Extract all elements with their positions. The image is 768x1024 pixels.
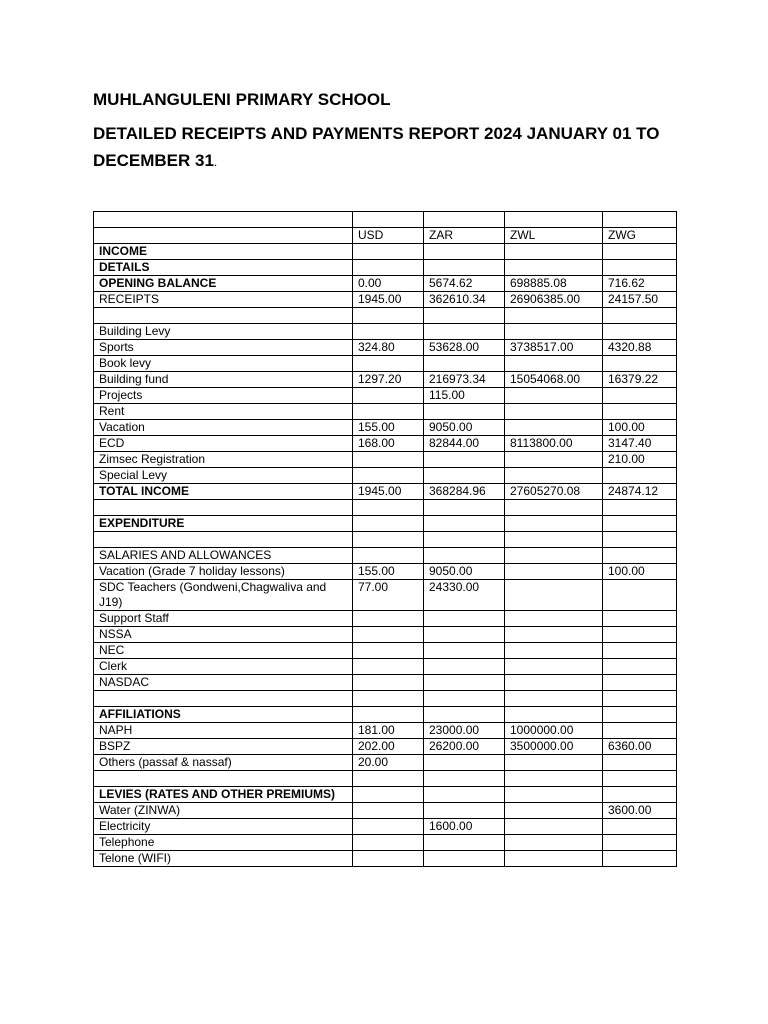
table-row — [94, 516, 677, 532]
amount-cell — [505, 388, 603, 404]
table-row — [94, 420, 677, 436]
amount-cell — [505, 611, 603, 627]
amount-cell — [603, 324, 677, 340]
amount-cell — [353, 212, 424, 228]
row-label: Telephone — [94, 835, 353, 851]
table-row — [94, 468, 677, 484]
amount-cell — [603, 771, 677, 787]
row-label: NAPH — [94, 723, 353, 739]
table-row — [94, 436, 677, 452]
amount-cell — [505, 532, 603, 548]
amount-cell: 1600.00 — [424, 819, 505, 835]
amount-cell — [603, 404, 677, 420]
row-label: BSPZ — [94, 739, 353, 755]
amount-cell: 24157.50 — [603, 292, 677, 308]
table-row — [94, 803, 677, 819]
amount-cell — [424, 404, 505, 420]
table-row — [94, 787, 677, 803]
amount-cell — [353, 244, 424, 260]
table-row — [94, 292, 677, 308]
amount-cell: 24874.12 — [603, 484, 677, 500]
table-row — [94, 548, 677, 564]
table-row — [94, 755, 677, 771]
amount-cell — [505, 468, 603, 484]
amount-cell: 716.62 — [603, 276, 677, 292]
row-label — [94, 228, 353, 244]
table-row — [94, 244, 677, 260]
table-row — [94, 452, 677, 468]
table-row — [94, 324, 677, 340]
amount-cell — [353, 707, 424, 723]
amount-cell — [603, 819, 677, 835]
row-label: Special Levy — [94, 468, 353, 484]
amount-cell: 26906385.00 — [505, 292, 603, 308]
amount-cell — [603, 244, 677, 260]
amount-cell — [424, 212, 505, 228]
row-label: Clerk — [94, 659, 353, 675]
amount-cell — [505, 324, 603, 340]
amount-cell — [424, 851, 505, 867]
amount-cell: 698885.08 — [505, 276, 603, 292]
amount-cell: 3500000.00 — [505, 739, 603, 755]
amount-cell — [424, 324, 505, 340]
amount-cell: 24330.00 — [424, 580, 505, 611]
amount-cell — [353, 691, 424, 707]
amount-cell — [353, 516, 424, 532]
row-label: Vacation — [94, 420, 353, 436]
amount-cell — [603, 468, 677, 484]
amount-cell — [353, 532, 424, 548]
table-row — [94, 228, 677, 244]
amount-cell — [424, 260, 505, 276]
amount-cell — [424, 771, 505, 787]
table-row — [94, 771, 677, 787]
amount-cell — [424, 755, 505, 771]
amount-cell: ZWG — [603, 228, 677, 244]
amount-cell: 100.00 — [603, 564, 677, 580]
amount-cell — [505, 500, 603, 516]
row-label: TOTAL INCOME — [94, 484, 353, 500]
table-row — [94, 564, 677, 580]
amount-cell — [353, 404, 424, 420]
amount-cell — [353, 643, 424, 659]
amount-cell — [603, 691, 677, 707]
table-row — [94, 707, 677, 723]
amount-cell — [424, 803, 505, 819]
amount-cell — [353, 675, 424, 691]
amount-cell: 0.00 — [353, 276, 424, 292]
row-label: Building fund — [94, 372, 353, 388]
amount-cell: 362610.34 — [424, 292, 505, 308]
amount-cell — [424, 659, 505, 675]
amount-cell — [353, 452, 424, 468]
amount-cell — [424, 468, 505, 484]
amount-cell — [353, 324, 424, 340]
row-label — [94, 212, 353, 228]
amount-cell — [353, 611, 424, 627]
amount-cell: 77.00 — [353, 580, 424, 611]
amount-cell — [505, 771, 603, 787]
row-label: Projects — [94, 388, 353, 404]
amount-cell: 53628.00 — [424, 340, 505, 356]
amount-cell — [603, 611, 677, 627]
amount-cell: 9050.00 — [424, 420, 505, 436]
amount-cell — [603, 723, 677, 739]
amount-cell — [505, 212, 603, 228]
amount-cell — [353, 787, 424, 803]
amount-cell — [603, 388, 677, 404]
amount-cell — [505, 707, 603, 723]
table-row — [94, 500, 677, 516]
table-row — [94, 260, 677, 276]
amount-cell — [505, 452, 603, 468]
row-label — [94, 771, 353, 787]
amount-cell: USD — [353, 228, 424, 244]
amount-cell — [353, 260, 424, 276]
table-row — [94, 739, 677, 755]
amount-cell — [603, 707, 677, 723]
report-title-text: DETAILED RECEIPTS AND PAYMENTS REPORT 2024 JANUARY 01 TO DECEMBER 31 — [93, 124, 660, 170]
amount-cell: 210.00 — [603, 452, 677, 468]
amount-cell: 100.00 — [603, 420, 677, 436]
table-row — [94, 580, 677, 611]
amount-cell — [505, 548, 603, 564]
amount-cell — [603, 787, 677, 803]
amount-cell: 202.00 — [353, 739, 424, 755]
table-row — [94, 340, 677, 356]
table-row — [94, 611, 677, 627]
amount-cell — [603, 835, 677, 851]
table-row — [94, 532, 677, 548]
amount-cell — [603, 260, 677, 276]
row-label: NSSA — [94, 627, 353, 643]
amount-cell — [603, 356, 677, 372]
amount-cell — [603, 755, 677, 771]
amount-cell — [505, 755, 603, 771]
amount-cell — [424, 356, 505, 372]
amount-cell — [603, 548, 677, 564]
school-name: MUHLANGULENI PRIMARY SCHOOL — [93, 90, 391, 109]
amount-cell: ZAR — [424, 228, 505, 244]
amount-cell: 15054068.00 — [505, 372, 603, 388]
row-label: Book levy — [94, 356, 353, 372]
amount-cell — [424, 516, 505, 532]
row-label: Zimsec Registration — [94, 452, 353, 468]
table-row — [94, 851, 677, 867]
amount-cell — [424, 643, 505, 659]
amount-cell: 155.00 — [353, 420, 424, 436]
amount-cell — [353, 356, 424, 372]
amount-cell — [505, 580, 603, 611]
amount-cell: 1000000.00 — [505, 723, 603, 739]
amount-cell — [424, 532, 505, 548]
amount-cell: 1945.00 — [353, 484, 424, 500]
row-label: NEC — [94, 643, 353, 659]
amount-cell — [424, 835, 505, 851]
table-row — [94, 691, 677, 707]
amount-cell — [424, 452, 505, 468]
row-label: SALARIES AND ALLOWANCES — [94, 548, 353, 564]
amount-cell — [505, 356, 603, 372]
amount-cell — [603, 308, 677, 324]
amount-cell: 16379.22 — [603, 372, 677, 388]
amount-cell — [353, 835, 424, 851]
amount-cell — [505, 627, 603, 643]
amount-cell — [424, 627, 505, 643]
row-label: INCOME — [94, 244, 353, 260]
amount-cell — [603, 532, 677, 548]
row-label: Vacation (Grade 7 holiday lessons) — [94, 564, 353, 580]
amount-cell — [505, 244, 603, 260]
amount-cell — [603, 659, 677, 675]
amount-cell: 3147.40 — [603, 436, 677, 452]
amount-cell — [353, 388, 424, 404]
table-row — [94, 276, 677, 292]
amount-cell: 6360.00 — [603, 739, 677, 755]
row-label: ECD — [94, 436, 353, 452]
table-row — [94, 675, 677, 691]
amount-cell — [603, 212, 677, 228]
amount-cell — [505, 675, 603, 691]
row-label: OPENING BALANCE — [94, 276, 353, 292]
amount-cell — [353, 500, 424, 516]
amount-cell — [505, 420, 603, 436]
amount-cell — [424, 244, 505, 260]
row-label: Telone (WIFI) — [94, 851, 353, 867]
amount-cell: 5674.62 — [424, 276, 505, 292]
amount-cell — [353, 308, 424, 324]
amount-cell: 1297.20 — [353, 372, 424, 388]
row-label: EXPENDITURE — [94, 516, 353, 532]
amount-cell — [505, 835, 603, 851]
table-body — [94, 212, 677, 867]
amount-cell — [505, 404, 603, 420]
amount-cell — [505, 851, 603, 867]
amount-cell: 3738517.00 — [505, 340, 603, 356]
table-row — [94, 404, 677, 420]
table-row — [94, 659, 677, 675]
amount-cell — [505, 659, 603, 675]
amount-cell — [424, 675, 505, 691]
amount-cell — [353, 468, 424, 484]
amount-cell — [424, 707, 505, 723]
amount-cell — [505, 308, 603, 324]
amount-cell — [505, 803, 603, 819]
report-title — [93, 120, 683, 176]
receipts-payments-table — [93, 211, 677, 867]
row-label: NASDAC — [94, 675, 353, 691]
amount-cell — [603, 516, 677, 532]
amount-cell — [505, 260, 603, 276]
amount-cell: 27605270.08 — [505, 484, 603, 500]
row-label: Others (passaf & nassaf) — [94, 755, 353, 771]
table-row — [94, 819, 677, 835]
amount-cell — [505, 819, 603, 835]
amount-cell — [424, 611, 505, 627]
row-label: Sports — [94, 340, 353, 356]
table-row — [94, 372, 677, 388]
amount-cell — [603, 500, 677, 516]
row-label: Water (ZINWA) — [94, 803, 353, 819]
amount-cell: 26200.00 — [424, 739, 505, 755]
amount-cell — [603, 851, 677, 867]
amount-cell — [505, 564, 603, 580]
amount-cell — [603, 675, 677, 691]
table-row — [94, 212, 677, 228]
row-label: SDC Teachers (Gondweni,Chagwaliva and J19) — [94, 580, 353, 611]
amount-cell — [424, 691, 505, 707]
amount-cell: 4320.88 — [603, 340, 677, 356]
row-label — [94, 308, 353, 324]
amount-cell — [505, 643, 603, 659]
table-row — [94, 643, 677, 659]
amount-cell: 324.80 — [353, 340, 424, 356]
amount-cell: ZWL — [505, 228, 603, 244]
row-label: Electricity — [94, 819, 353, 835]
row-label — [94, 532, 353, 548]
amount-cell — [603, 580, 677, 611]
table-row — [94, 835, 677, 851]
amount-cell: 23000.00 — [424, 723, 505, 739]
amount-cell — [424, 308, 505, 324]
table-row — [94, 388, 677, 404]
amount-cell: 82844.00 — [424, 436, 505, 452]
amount-cell: 1945.00 — [353, 292, 424, 308]
amount-cell: 20.00 — [353, 755, 424, 771]
amount-cell — [353, 771, 424, 787]
amount-cell: 8113800.00 — [505, 436, 603, 452]
amount-cell — [424, 787, 505, 803]
row-label — [94, 500, 353, 516]
row-label: Rent — [94, 404, 353, 420]
amount-cell — [353, 548, 424, 564]
row-label: AFFILIATIONS — [94, 707, 353, 723]
amount-cell — [353, 803, 424, 819]
row-label: Building Levy — [94, 324, 353, 340]
amount-cell — [353, 819, 424, 835]
row-label: DETAILS — [94, 260, 353, 276]
table-row — [94, 627, 677, 643]
amount-cell — [505, 516, 603, 532]
amount-cell — [603, 643, 677, 659]
amount-cell: 368284.96 — [424, 484, 505, 500]
amount-cell: 3600.00 — [603, 803, 677, 819]
amount-cell: 115.00 — [424, 388, 505, 404]
row-label — [94, 691, 353, 707]
amount-cell — [353, 659, 424, 675]
amount-cell — [353, 851, 424, 867]
amount-cell: 181.00 — [353, 723, 424, 739]
amount-cell — [505, 691, 603, 707]
amount-cell — [424, 548, 505, 564]
amount-cell: 9050.00 — [424, 564, 505, 580]
table-row — [94, 484, 677, 500]
amount-cell: 168.00 — [353, 436, 424, 452]
amount-cell — [353, 627, 424, 643]
table-row — [94, 356, 677, 372]
amount-cell: 155.00 — [353, 564, 424, 580]
amount-cell — [424, 500, 505, 516]
amount-cell: 216973.34 — [424, 372, 505, 388]
row-label: LEVIES (RATES AND OTHER PREMIUMS) — [94, 787, 353, 803]
table-row — [94, 723, 677, 739]
row-label: RECEIPTS — [94, 292, 353, 308]
report-title-end: . — [213, 155, 218, 169]
table-row — [94, 308, 677, 324]
amount-cell — [505, 787, 603, 803]
amount-cell — [603, 627, 677, 643]
row-label: Support Staff — [94, 611, 353, 627]
